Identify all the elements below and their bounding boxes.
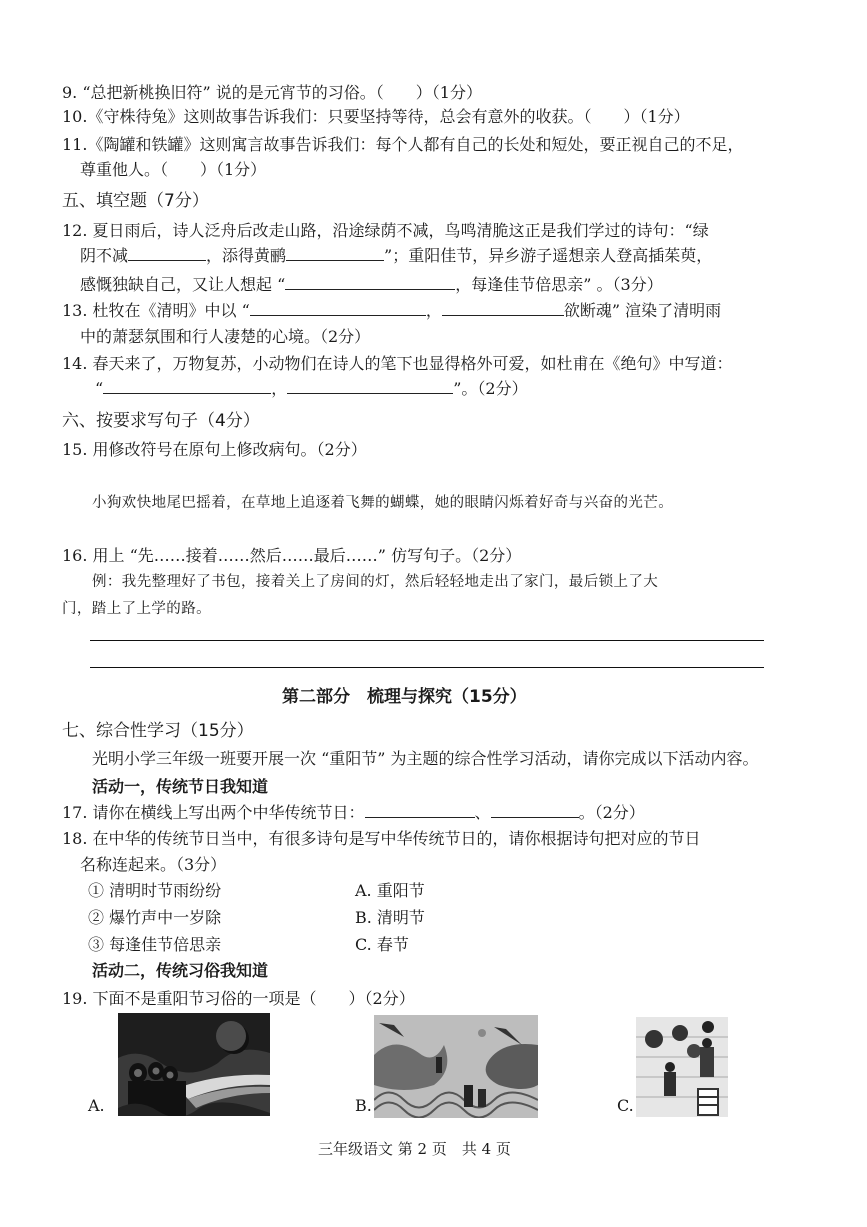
option-a-image[interactable] [118,1013,270,1116]
activity-intro: 光明小学三年级一班要开展一次 “重阳节” 为主题的综合性学习活动，请你完成以下活动内容。 [92,749,759,768]
question-11-line2: 尊重他人。（ ）（1分） [80,160,267,179]
question-12-line2 [80,243,712,266]
text: ， [271,379,288,398]
activity-1-heading: 活动一，传统节日我知道 [92,777,269,796]
option-b-image[interactable] [374,1015,538,1118]
option-b-label[interactable]: B. [355,1096,372,1115]
option-a-label[interactable]: A. [88,1096,105,1115]
activity-2-heading: 活动二，传统习俗我知道 [92,961,269,980]
text: “ [95,379,104,398]
text: ”。（2分） [453,379,528,398]
question-10: 10.《守株待兔》这则故事告诉我们：只要坚持等待，总会有意外的收获。（ ）（1分） [62,107,690,126]
question-14-line1: 14. 春天来了，万物复苏，小动物们在诗人的笔下也显得格外可爱，如杜甫在《绝句》中写道： [62,354,733,373]
question-11-line1: 11.《陶罐和铁罐》这则寓言故事告诉我们：每个人都有自己的长处和短处，要正视自己的不足， [62,135,744,154]
question-13-line1 [62,298,721,321]
question-12-line1: 12. 夏日雨后，诗人泛舟后改走山路，沿途绿荫不减，鸟鸣清脆这正是我们学过的诗句：“绿 [62,221,709,240]
text: 欲断魂” 渲染了清明雨 [563,301,722,320]
option-c-image[interactable] [636,1017,728,1117]
text: 17. 请你在横线上写出两个中华传统节日： [62,803,365,822]
match-right-a[interactable]: A. 重阳节 [355,881,425,900]
question-18-line2: 名称连起来。（3分） [80,855,227,874]
question-19: 19. 下面不是重阳节习俗的一项是（ ）（2分） [62,989,415,1008]
answer-blank[interactable] [286,246,384,261]
question-18-line1: 18. 在中华的传统节日当中，有很多诗句是写中华传统节日的，请你根据诗句把对应的节日 [62,829,701,848]
question-15-sentence: 小狗欢快地尾巴摇着，在草地上追逐着飞舞的蝴蝶，她的眼睛闪烁着好奇与兴奋的光芒。 [92,495,674,511]
question-13-line2: 中的萧瑟氛围和行人凄楚的心境。（2分） [80,327,371,346]
section-6-heading: 六、按要求写句子（4分） [62,411,260,431]
answer-blank[interactable] [287,379,453,394]
question-17 [62,800,645,823]
text: 阴不减 [80,246,129,265]
answer-blank[interactable] [103,379,271,394]
match-left-1[interactable]: ① 清明时节雨纷纷 [88,881,222,900]
question-9: 9. “总把新桃换旧符” 说的是元宵节的习俗。（ ）（1分） [62,83,482,102]
match-left-3[interactable]: ③ 每逢佳节倍思亲 [88,935,222,954]
match-right-c[interactable]: C. 春节 [355,935,409,954]
answer-line[interactable] [90,640,764,641]
question-16-example-line2: 门，踏上了上学的路。 [62,601,211,617]
text: ，添得黄鹂 [206,246,287,265]
answer-blank[interactable] [250,301,426,316]
section-5-heading: 五、填空题（7分） [62,191,209,211]
text: 感慨独缺自己，又让人想起 “ [80,275,286,294]
part-2-heading: 第二部分 梳理与探究（15分） [282,687,527,707]
answer-blank[interactable] [128,246,206,261]
question-14-line2 [95,376,528,399]
match-left-2[interactable]: ② 爆竹声中一岁除 [88,908,222,927]
answer-line[interactable] [90,667,764,668]
section-7-heading: 七、综合性学习（15分） [62,721,254,741]
question-16-example-line1: 例：我先整理好了书包，接着关上了房间的灯，然后轻轻地走出了家门，最后锁上了大 [92,574,659,590]
question-15: 15. 用修改符号在原句上修改病句。（2分） [62,440,367,459]
answer-blank[interactable] [365,803,475,818]
text: 13. 杜牧在《清明》中以 “ [62,301,250,320]
text: 。（2分） [578,803,645,822]
answer-blank[interactable] [442,301,564,316]
text: 、 [474,803,491,822]
text: ， [425,301,442,320]
question-16: 16. 用上 “先……接着……然后……最后……” 仿写句子。（2分） [62,546,522,565]
answer-blank[interactable] [285,275,455,290]
text: ，每逢佳节倍思亲” 。（3分） [455,275,663,294]
page-footer: 三年级语文 第 2 页 共 4 页 [318,1140,511,1158]
match-right-b[interactable]: B. 清明节 [355,908,425,927]
question-12-line3 [80,272,663,295]
answer-blank[interactable] [491,803,579,818]
option-c-label[interactable]: C. [617,1096,634,1115]
text: ”；重阳佳节，异乡游子遥想亲人登高插茱萸， [384,246,713,265]
